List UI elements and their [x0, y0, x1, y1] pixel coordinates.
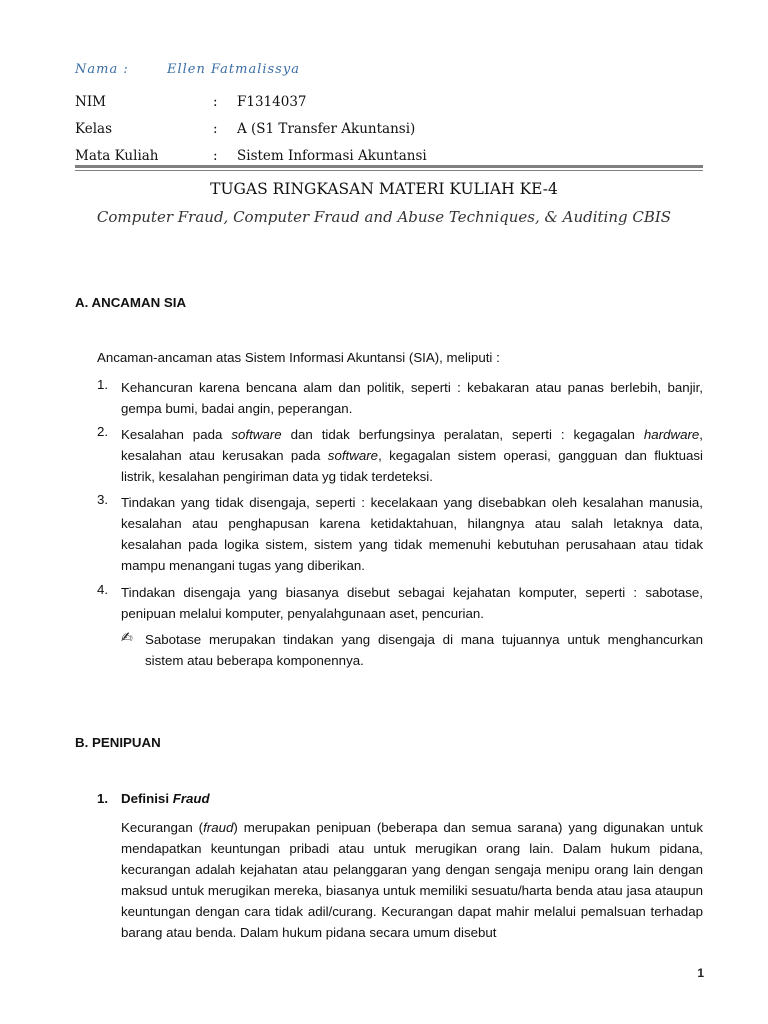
- list-item-text: dan tidak berfungsinya peralatan, seperti : kegagalan: [281, 427, 644, 442]
- list-item-text: Kesalahan pada: [121, 427, 232, 442]
- document-subtitle: Computer Fraud, Computer Fraud and Abuse Techniques, & Auditing CBIS: [96, 208, 672, 226]
- paragraph-text: ) merupakan penipuan (beberapa dan semua sarana) yang digunakan untuk mendapatkan keuntungan pribadi atau untuk merugikan orang lain. Dalam hukum pidana, kecurangan adalah kejahatan atau pelanggaran yang dengan sengaja menipu orang lain dengan maksud untuk merugikan mereka, biasanya untuk memiliki sesuatu/harta benda atau jasa ataupun keuntungan dengan cara tidak adil/curang. Kecurangan dapat mahir melalui pemalsuan terhadap barang atau benda. Dalam hukum pidana secara umum disebut: [121, 820, 703, 940]
- matakuliah-label: Mata Kuliah: [75, 148, 159, 164]
- list-number: 2.: [97, 424, 109, 439]
- list-number: 1.: [97, 377, 109, 392]
- page-number: 1: [697, 966, 704, 980]
- kelas-value: A (S1 Transfer Akuntansi): [237, 121, 416, 137]
- subsection-heading: [121, 791, 210, 806]
- subsection-number: 1.: [97, 791, 109, 806]
- list-number: 3.: [97, 492, 109, 507]
- section-a-intro: Ancaman-ancaman atas Sistem Informasi Akuntansi (SIA), meliputi :: [97, 350, 500, 365]
- nim-value: F1314037: [237, 94, 307, 110]
- list-item: Tindakan disengaja yang biasanya disebut sebagai kejahatan komputer, seperti : sabotase, penipuan melalui komputer, penyalahgunaan aset, pencurian.: [121, 585, 703, 621]
- list-item-text: , kegagalan sistem operasi, gangguan dan fluktuasi listrik, kesalahan pengiriman data yg tidak terdeteksi.: [121, 448, 704, 484]
- kelas-label: Kelas: [75, 121, 113, 137]
- nim-label: NIM: [75, 94, 106, 110]
- writing-hand-icon: ✍: [121, 629, 133, 645]
- nim-sep: :: [213, 94, 218, 110]
- paragraph-emphasis: fraud: [203, 820, 234, 835]
- matakuliah-sep: :: [213, 148, 218, 164]
- matakuliah-value: Sistem Informasi Akuntansi: [237, 148, 427, 164]
- list-item-emphasis: software: [231, 427, 282, 442]
- bullet-item: Sabotase merupakan tindakan yang disengaja di mana tujuannya untuk menghancurkan sistem atau beberapa komponennya.: [145, 632, 703, 668]
- list-number: 4.: [97, 582, 109, 597]
- list-item-emphasis: hardware: [643, 427, 700, 442]
- subsection-heading-emphasis: Fraud: [172, 791, 210, 806]
- list-item: Kehancuran karena bencana alam dan politik, seperti : kebakaran atau panas berlebih, banjir, gempa bumi, badai angin, peperangan.: [121, 380, 703, 416]
- paragraph: [121, 817, 703, 943]
- document-title: TUGAS RINGKASAN MATERI KULIAH KE-4: [210, 180, 558, 198]
- nama-value: Ellen Fatmalissya: [167, 62, 300, 77]
- list-item-emphasis: software: [327, 448, 379, 463]
- subsection-heading-text: Definisi: [121, 791, 173, 806]
- nama-label: Nama :: [75, 62, 129, 77]
- header-divider-thick: [75, 165, 703, 168]
- list-item-text: , kesalahan atau kerusakan pada: [121, 427, 703, 463]
- header-divider-thin: [75, 170, 703, 171]
- section-b-heading: B. PENIPUAN: [75, 735, 161, 750]
- list-item: Tindakan yang tidak disengaja, seperti : kecelakaan yang disebabkan oleh kesalahan manusia, kesalahan atau penghapusan karena ketidaktahuan, hilangnya atau salah letaknya data, kesalahan pada logika sistem, sistem yang tidak memenuhi kebutuhan perusahaan atau tidak mampu menangani tugas yang diberikan.: [121, 495, 703, 573]
- paragraph-text: Kecurangan (: [121, 820, 204, 835]
- list-item: [121, 424, 703, 487]
- kelas-sep: :: [213, 121, 218, 137]
- section-a-heading: A. ANCAMAN SIA: [75, 295, 187, 310]
